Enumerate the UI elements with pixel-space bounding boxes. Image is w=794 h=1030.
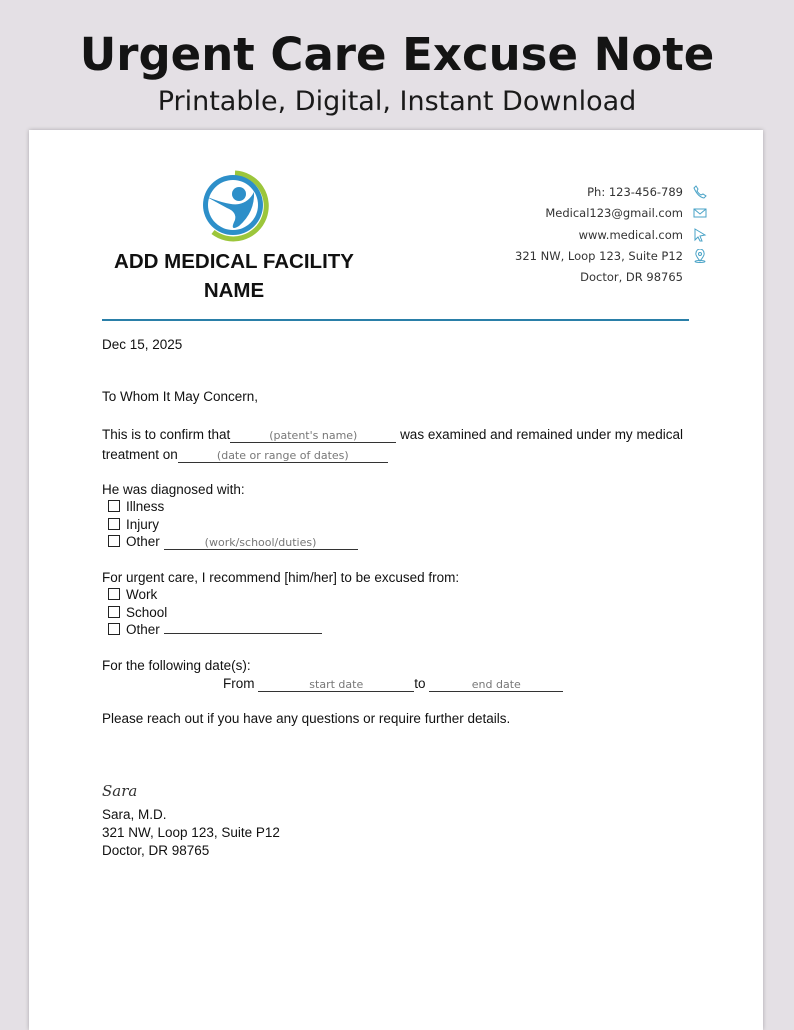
checkbox[interactable] (108, 606, 120, 618)
mail-icon (693, 206, 707, 220)
header-divider (102, 319, 689, 321)
contact-email (515, 203, 683, 224)
signer-name: Sara, M.D. (102, 807, 167, 822)
diagnosis-option[interactable] (102, 516, 358, 534)
confirm-text: This is to confirm that (102, 427, 231, 442)
checkbox[interactable] (108, 623, 120, 635)
location-pin-icon (693, 249, 707, 263)
option-label: Injury (126, 516, 160, 532)
from-label: From (223, 676, 255, 691)
option-label: School (126, 604, 168, 620)
option-label: Work (126, 587, 158, 602)
website-text: www.medical.com (578, 227, 683, 242)
confirmation-paragraph (102, 425, 702, 465)
contact-website (515, 225, 683, 246)
document-page (29, 130, 763, 1030)
excused-option[interactable] (102, 586, 322, 604)
option-label: Other (126, 622, 160, 637)
signature-script: Sara (102, 782, 138, 800)
checkbox[interactable] (108, 535, 120, 547)
checkbox[interactable] (108, 588, 120, 600)
city-text: Doctor, DR 98765 (580, 270, 683, 285)
diagnosis-option[interactable] (102, 533, 358, 551)
signer-address-line2: Doctor, DR 98765 (102, 843, 210, 858)
option-label: Illness (126, 499, 165, 514)
closing-text: Please reach out if you have any questions or require further details. (102, 711, 511, 726)
confirm-text: was examined and remained under my medical (400, 427, 683, 442)
excused-option[interactable] (102, 604, 322, 622)
phone-text: Ph: 123-456-789 (587, 185, 683, 199)
cursor-icon (693, 228, 707, 242)
dates-label: For the following date(s): (102, 658, 251, 673)
greeting: To Whom It May Concern, (102, 389, 259, 404)
contact-phone (515, 182, 683, 203)
banner-title: Urgent Care Excuse Note (79, 28, 715, 81)
diagnosis-option[interactable] (102, 498, 358, 516)
contact-block (515, 182, 683, 288)
checkbox[interactable] (108, 518, 120, 530)
facility-name-line: NAME (203, 279, 265, 302)
facility-name (89, 247, 379, 305)
signer-address-line1: 321 NW, Loop 123, Suite P12 (102, 825, 280, 840)
start-date-field[interactable]: start date (258, 678, 414, 692)
treatment-text: treatment on (102, 447, 178, 462)
excused-options (102, 586, 322, 639)
option-label: Other (126, 534, 160, 549)
facility-logo (199, 170, 271, 242)
contact-city (515, 267, 683, 288)
diagnosed-label: He was diagnosed with: (102, 482, 245, 497)
phone-icon (693, 185, 707, 199)
treatment-dates-field[interactable]: (date or range of dates) (178, 449, 388, 463)
diagnosis-other-field[interactable]: (work/school/duties) (164, 536, 358, 550)
banner-subtitle: Printable, Digital, Instant Download (157, 86, 637, 117)
facility-name-line: ADD MEDICAL FACILITY (114, 250, 354, 273)
patient-name-field[interactable]: (patent's name) (230, 429, 396, 443)
contact-address (515, 246, 683, 267)
excused-option[interactable] (102, 621, 322, 639)
end-date-field[interactable]: end date (429, 678, 563, 692)
diagnosis-options (102, 498, 358, 551)
address-text: 321 NW, Loop 123, Suite P12 (515, 248, 683, 263)
email-text: Medical123@gmail.com (545, 206, 683, 221)
excused-label: For urgent care, I recommend [him/her] to be excused from: (102, 570, 460, 585)
excused-other-field[interactable] (164, 633, 322, 634)
checkbox[interactable] (108, 500, 120, 512)
to-label: to (414, 676, 426, 691)
date-range (223, 675, 563, 693)
letter-date: Dec 15, 2025 (102, 337, 183, 352)
